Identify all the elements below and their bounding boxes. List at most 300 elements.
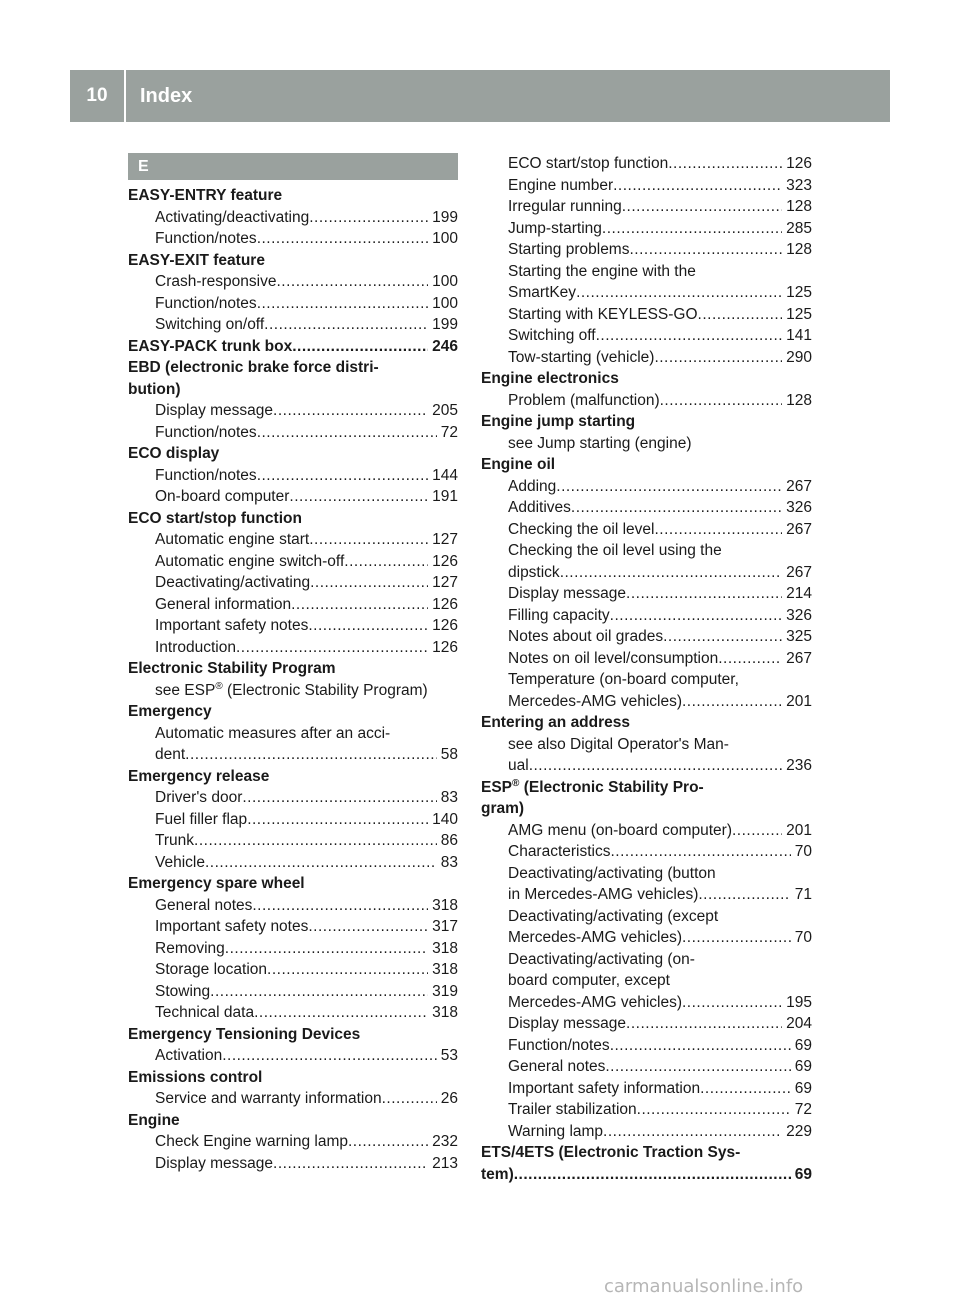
page-reference[interactable]: 144 bbox=[432, 466, 458, 484]
leader-dots bbox=[289, 486, 428, 508]
entry-label: Emergency bbox=[128, 703, 212, 720]
page-reference[interactable]: 236 bbox=[786, 757, 812, 774]
entry-label: Engine electronics bbox=[481, 370, 619, 387]
index-heading bbox=[128, 1067, 458, 1089]
entry-label: AMG menu (on-board computer) bbox=[508, 821, 732, 839]
page-reference[interactable]: 318 bbox=[432, 939, 458, 957]
entry-label: see ESP® (Electronic Stability Program) bbox=[155, 680, 428, 699]
page-reference[interactable]: 127 bbox=[432, 574, 458, 591]
entry-label: Notes about oil grades bbox=[508, 628, 664, 645]
entry-label: see also Digital Operator's Man- bbox=[508, 735, 729, 753]
leader-dots bbox=[344, 551, 428, 573]
page-reference[interactable]: 86 bbox=[440, 832, 458, 849]
page-reference[interactable]: 141 bbox=[786, 327, 812, 344]
entry-label: Emissions control bbox=[128, 1068, 263, 1086]
index-column-left bbox=[128, 153, 458, 1174]
index-entry bbox=[481, 970, 812, 992]
leader-dots bbox=[382, 1088, 437, 1110]
entry-label: Adding bbox=[508, 477, 557, 495]
index-entry bbox=[481, 261, 812, 283]
leader-dots bbox=[718, 648, 782, 670]
page-reference[interactable]: 318 bbox=[432, 961, 458, 978]
index-heading bbox=[128, 185, 458, 207]
entry-label: General notes bbox=[508, 1058, 606, 1075]
leader-dots bbox=[654, 519, 782, 541]
entry-label: Important safety information bbox=[508, 1079, 701, 1097]
leader-dots bbox=[682, 992, 782, 1014]
entry-label: bution) bbox=[128, 380, 181, 398]
leader-dots bbox=[273, 400, 428, 422]
index-heading bbox=[481, 712, 812, 734]
index-entry bbox=[128, 422, 458, 444]
leader-dots bbox=[247, 809, 428, 831]
page-reference[interactable]: 58 bbox=[440, 746, 458, 763]
entry-label: see Jump starting (engine) bbox=[508, 434, 692, 452]
index-entry bbox=[128, 723, 458, 745]
header-divider bbox=[124, 70, 126, 122]
index-column-right bbox=[481, 153, 812, 1185]
index-entry bbox=[481, 949, 812, 971]
index-heading bbox=[128, 357, 458, 379]
page-reference[interactable]: 83 bbox=[440, 789, 458, 806]
entry-label: Mercedes-AMG vehicles) bbox=[508, 929, 682, 946]
leader-dots bbox=[556, 476, 782, 498]
index-entry bbox=[481, 1035, 812, 1057]
index-entry bbox=[128, 486, 458, 508]
leader-dots bbox=[560, 562, 782, 584]
index-entry bbox=[128, 615, 458, 637]
entry-label: Emergency release bbox=[128, 767, 270, 785]
entry-label: Emergency spare wheel bbox=[128, 875, 305, 892]
leader-dots bbox=[682, 927, 791, 949]
entry-label: Irregular running bbox=[508, 198, 622, 215]
index-heading bbox=[128, 658, 458, 680]
leader-dots bbox=[257, 422, 437, 444]
page-reference[interactable]: 83 bbox=[440, 853, 458, 871]
index-entry bbox=[481, 626, 812, 648]
entry-label: Function/notes bbox=[155, 294, 257, 312]
entry-label: Tow-starting (vehicle) bbox=[508, 348, 655, 366]
entry-label: Display message bbox=[155, 1154, 274, 1172]
page-reference[interactable]: 69 bbox=[794, 1058, 812, 1075]
page-reference[interactable]: 267 bbox=[786, 563, 812, 581]
page-reference[interactable]: 318 bbox=[432, 1004, 458, 1021]
index-heading bbox=[128, 443, 458, 465]
leader-dots bbox=[308, 615, 428, 637]
index-entry bbox=[128, 680, 458, 702]
page-reference[interactable]: 128 bbox=[786, 198, 812, 215]
index-entry bbox=[481, 583, 812, 605]
entry-label: ESP® (Electronic Stability Pro- bbox=[481, 777, 704, 796]
entry-label: Engine jump starting bbox=[481, 413, 636, 430]
index-entry bbox=[128, 787, 458, 809]
leader-dots bbox=[576, 282, 782, 304]
page-reference[interactable]: 126 bbox=[786, 155, 812, 172]
index-entry bbox=[128, 293, 458, 315]
entry-label: Activation bbox=[155, 1047, 223, 1064]
entry-label: Crash-responsive bbox=[155, 273, 277, 290]
entry-label: Deactivating/activating (except bbox=[508, 907, 719, 925]
page-reference[interactable]: 201 bbox=[786, 692, 812, 710]
index-entry bbox=[481, 175, 812, 197]
index-entry bbox=[481, 540, 812, 562]
index-heading bbox=[481, 1164, 812, 1186]
entry-label: Stowing bbox=[155, 982, 211, 1000]
leader-dots bbox=[596, 325, 783, 347]
entry-label: Function/notes bbox=[155, 466, 257, 484]
page-reference[interactable]: 246 bbox=[432, 337, 458, 355]
leader-dots bbox=[309, 207, 428, 229]
leader-dots bbox=[242, 787, 436, 809]
index-entry bbox=[128, 959, 458, 981]
index-heading bbox=[128, 766, 458, 788]
entry-label: Characteristics bbox=[508, 843, 611, 860]
leader-dots bbox=[698, 884, 790, 906]
entry-label: EASY-PACK trunk box bbox=[128, 337, 293, 355]
entry-label: Engine oil bbox=[481, 456, 556, 473]
entry-label: Starting with KEYLESS-GO bbox=[508, 305, 698, 323]
index-entry bbox=[481, 153, 812, 175]
entry-label: Deactivating/activating bbox=[155, 574, 311, 591]
page-reference[interactable]: 127 bbox=[432, 531, 458, 548]
entry-label: Function/notes bbox=[508, 1036, 610, 1054]
index-entry bbox=[128, 938, 458, 960]
index-heading bbox=[128, 379, 458, 401]
index-heading bbox=[128, 336, 458, 358]
page-reference[interactable]: 69 bbox=[794, 1079, 812, 1097]
leader-dots bbox=[514, 1164, 791, 1186]
entry-label: Fuel filler flap bbox=[155, 810, 248, 828]
index-entry bbox=[128, 895, 458, 917]
entry-label: in Mercedes-AMG vehicles) bbox=[508, 886, 699, 903]
leader-dots bbox=[257, 293, 428, 315]
entry-label: Display message bbox=[508, 585, 627, 602]
leader-dots bbox=[310, 572, 428, 594]
index-heading bbox=[481, 454, 812, 476]
entry-label: Mercedes-AMG vehicles) bbox=[508, 692, 682, 710]
page-reference[interactable]: 325 bbox=[786, 628, 812, 645]
index-entry bbox=[481, 1121, 812, 1143]
entry-label: Trailer stabilization bbox=[508, 1101, 637, 1118]
page-reference[interactable]: 125 bbox=[786, 284, 812, 301]
index-entry bbox=[128, 744, 458, 766]
leader-dots bbox=[668, 153, 782, 175]
leader-dots bbox=[308, 916, 428, 938]
page-reference[interactable]: 140 bbox=[432, 810, 458, 828]
entry-label: Trunk bbox=[155, 832, 195, 849]
page-reference[interactable]: 204 bbox=[786, 1015, 812, 1032]
index-entry bbox=[481, 755, 812, 777]
index-entry bbox=[481, 884, 812, 906]
index-entry bbox=[481, 841, 812, 863]
page-reference[interactable]: 317 bbox=[432, 918, 458, 935]
index-entry bbox=[481, 1078, 812, 1100]
page-reference[interactable]: 319 bbox=[432, 982, 458, 1000]
index-entry bbox=[481, 1013, 812, 1035]
index-entry bbox=[128, 830, 458, 852]
entry-label: Warning lamp bbox=[508, 1122, 604, 1140]
page-reference[interactable]: 290 bbox=[786, 348, 812, 366]
page-reference[interactable]: 213 bbox=[432, 1154, 458, 1172]
page-reference[interactable]: 128 bbox=[786, 241, 812, 258]
entry-label: Function/notes bbox=[155, 230, 257, 247]
entry-label: Additives bbox=[508, 499, 571, 516]
leader-dots bbox=[257, 228, 428, 250]
leader-dots bbox=[654, 347, 782, 369]
entry-label: General notes bbox=[155, 896, 253, 914]
page-reference[interactable]: 195 bbox=[786, 993, 812, 1011]
entry-label: Important safety notes bbox=[155, 918, 309, 935]
leader-dots bbox=[629, 239, 782, 261]
entry-label: Activating/deactivating bbox=[155, 208, 310, 226]
index-entry bbox=[481, 669, 812, 691]
index-entry bbox=[128, 1131, 458, 1153]
entry-label: Function/notes bbox=[155, 423, 257, 441]
leader-dots bbox=[273, 1153, 428, 1175]
entry-label: Notes on oil level/consumption bbox=[508, 649, 719, 667]
leader-dots bbox=[602, 218, 782, 240]
page-reference[interactable]: 72 bbox=[440, 423, 458, 441]
index-entry bbox=[481, 433, 812, 455]
index-entry bbox=[128, 1088, 458, 1110]
leader-dots bbox=[613, 175, 782, 197]
page-reference[interactable]: 191 bbox=[432, 488, 458, 505]
entry-label: Starting the engine with the bbox=[508, 262, 696, 280]
entry-label: dipstick bbox=[508, 563, 560, 581]
index-entry bbox=[128, 916, 458, 938]
index-entry bbox=[128, 551, 458, 573]
entry-label: tem) bbox=[481, 1165, 514, 1183]
index-heading bbox=[481, 798, 812, 820]
leader-dots bbox=[194, 830, 437, 852]
index-entry bbox=[128, 228, 458, 250]
entry-label: Emergency Tensioning Devices bbox=[128, 1025, 361, 1043]
page-reference[interactable]: 126 bbox=[432, 595, 458, 613]
index-heading bbox=[128, 873, 458, 895]
page-reference[interactable]: 126 bbox=[432, 552, 458, 570]
index-entry bbox=[128, 271, 458, 293]
entry-label: board computer, except bbox=[508, 972, 670, 989]
index-heading bbox=[481, 368, 812, 390]
entry-label: EBD (electronic brake force distri- bbox=[128, 359, 379, 376]
entry-label: Switching off bbox=[508, 327, 596, 344]
leader-dots bbox=[205, 852, 437, 874]
page-reference[interactable]: 128 bbox=[786, 391, 812, 409]
page-reference[interactable]: 229 bbox=[786, 1122, 812, 1140]
page-reference[interactable]: 100 bbox=[432, 230, 458, 247]
page-reference[interactable]: 267 bbox=[786, 477, 812, 495]
page-reference[interactable]: 70 bbox=[794, 843, 812, 860]
index-heading bbox=[481, 1142, 812, 1164]
page-header bbox=[70, 70, 890, 122]
leader-dots bbox=[264, 314, 428, 336]
entry-label: Filling capacity bbox=[508, 606, 610, 624]
index-entry bbox=[128, 400, 458, 422]
entry-label: General information bbox=[155, 595, 292, 613]
entry-label: ECO display bbox=[128, 445, 220, 462]
index-entry bbox=[128, 1045, 458, 1067]
index-entry bbox=[481, 239, 812, 261]
leader-dots bbox=[698, 304, 783, 326]
index-entry bbox=[481, 605, 812, 627]
leader-dots bbox=[611, 841, 791, 863]
index-heading bbox=[128, 701, 458, 723]
page-reference[interactable]: 326 bbox=[786, 606, 812, 624]
index-heading bbox=[128, 508, 458, 530]
page-reference[interactable]: 125 bbox=[786, 305, 812, 323]
index-entry bbox=[481, 390, 812, 412]
leader-dots bbox=[626, 1013, 782, 1035]
leader-dots bbox=[605, 1056, 790, 1078]
entry-label: Automatic measures after an acci- bbox=[155, 724, 391, 742]
entry-label: EASY-EXIT feature bbox=[128, 251, 265, 269]
entry-label: Problem (malfunction) bbox=[508, 391, 660, 409]
entry-label: Automatic engine switch-off bbox=[155, 552, 345, 570]
page-reference[interactable]: 205 bbox=[432, 402, 458, 419]
entry-label: Driver's door bbox=[155, 789, 243, 806]
page-reference[interactable]: 126 bbox=[432, 617, 458, 634]
index-entry bbox=[481, 691, 812, 713]
index-entry bbox=[481, 1099, 812, 1121]
leader-dots bbox=[222, 1045, 437, 1067]
index-entry bbox=[481, 497, 812, 519]
page-reference[interactable]: 126 bbox=[432, 638, 458, 656]
page-reference[interactable]: 53 bbox=[440, 1047, 458, 1064]
page-reference[interactable]: 69 bbox=[794, 1165, 812, 1183]
page-reference[interactable]: 199 bbox=[432, 208, 458, 226]
page-reference[interactable]: 201 bbox=[786, 821, 812, 839]
entry-label: ETS/4ETS (Electronic Traction Sys- bbox=[481, 1144, 741, 1161]
index-entry bbox=[481, 196, 812, 218]
leader-dots bbox=[700, 1078, 791, 1100]
index-entry bbox=[128, 207, 458, 229]
entry-label: ECO start/stop function bbox=[128, 509, 302, 527]
index-entry bbox=[481, 820, 812, 842]
entry-label: Automatic engine start bbox=[155, 531, 310, 548]
page-reference[interactable]: 26 bbox=[440, 1090, 458, 1107]
page-reference[interactable]: 318 bbox=[432, 896, 458, 914]
index-entry bbox=[481, 734, 812, 756]
leader-dots bbox=[622, 196, 782, 218]
entry-label: Vehicle bbox=[155, 853, 205, 871]
entry-label: Technical data bbox=[155, 1004, 255, 1021]
leader-dots bbox=[682, 691, 782, 713]
page-reference[interactable]: 100 bbox=[432, 273, 458, 290]
entry-label: gram) bbox=[481, 800, 525, 817]
leader-dots bbox=[309, 529, 428, 551]
page-reference[interactable]: 323 bbox=[786, 176, 812, 194]
index-entry bbox=[128, 637, 458, 659]
entry-label: Electronic Stability Program bbox=[128, 660, 336, 677]
index-entry bbox=[128, 465, 458, 487]
watermark: carmanualsonline.info bbox=[604, 1276, 804, 1297]
index-entry bbox=[128, 1002, 458, 1024]
leader-dots bbox=[292, 336, 428, 358]
index-entry bbox=[128, 981, 458, 1003]
page-reference[interactable]: 326 bbox=[786, 499, 812, 516]
page-number: 10 bbox=[86, 85, 108, 106]
index-entry bbox=[481, 304, 812, 326]
entry-label: Jump-starting bbox=[508, 219, 602, 237]
index-entry bbox=[128, 809, 458, 831]
page-reference[interactable]: 267 bbox=[786, 520, 812, 538]
leader-dots bbox=[529, 755, 782, 777]
entry-label: Deactivating/activating (button bbox=[508, 864, 716, 882]
index-heading bbox=[481, 777, 812, 799]
index-entry bbox=[128, 529, 458, 551]
section-title: Index bbox=[140, 84, 193, 107]
entry-label: Entering an address bbox=[481, 714, 631, 731]
leader-dots bbox=[637, 1099, 791, 1121]
leader-dots bbox=[732, 820, 782, 842]
leader-dots bbox=[276, 271, 428, 293]
registered-mark: ® bbox=[215, 680, 223, 692]
letter-heading: E bbox=[128, 153, 458, 180]
entry-label: Display message bbox=[155, 402, 274, 419]
leader-dots bbox=[252, 895, 428, 917]
leader-dots bbox=[626, 583, 782, 605]
leader-dots bbox=[236, 637, 428, 659]
entry-label: Check Engine warning lamp bbox=[155, 1133, 348, 1150]
page-reference[interactable]: 214 bbox=[786, 585, 812, 602]
page-reference[interactable]: 69 bbox=[794, 1036, 812, 1054]
index-entry bbox=[481, 282, 812, 304]
leader-dots bbox=[267, 959, 428, 981]
leader-dots bbox=[571, 497, 782, 519]
leader-dots bbox=[663, 626, 782, 648]
entry-label: Starting problems bbox=[508, 241, 630, 258]
index-entry bbox=[128, 594, 458, 616]
entry-label: Engine number bbox=[508, 176, 614, 194]
index-entry bbox=[481, 927, 812, 949]
entry-label: Introduction bbox=[155, 638, 236, 656]
entry-label: Service and warranty information bbox=[155, 1090, 382, 1107]
index-heading bbox=[128, 1110, 458, 1132]
page-reference[interactable]: 71 bbox=[794, 886, 812, 903]
index-entry bbox=[128, 572, 458, 594]
entry-label: Removing bbox=[155, 939, 225, 957]
leader-dots bbox=[660, 390, 783, 412]
registered-mark: ® bbox=[512, 777, 520, 789]
index-entry bbox=[481, 863, 812, 885]
page-reference[interactable]: 70 bbox=[794, 929, 812, 946]
page-reference[interactable]: 232 bbox=[432, 1133, 458, 1150]
page-reference[interactable]: 100 bbox=[432, 294, 458, 312]
index-entry bbox=[481, 992, 812, 1014]
leader-dots bbox=[210, 981, 428, 1003]
index-heading bbox=[128, 1024, 458, 1046]
entry-label: Checking the oil level bbox=[508, 520, 655, 538]
leader-dots bbox=[185, 744, 437, 766]
leader-dots bbox=[603, 1121, 782, 1143]
index-entry bbox=[128, 314, 458, 336]
index-entry bbox=[481, 218, 812, 240]
page-reference[interactable]: 267 bbox=[786, 649, 812, 667]
index-heading bbox=[128, 250, 458, 272]
entry-label: EASY-ENTRY feature bbox=[128, 187, 283, 204]
index-entry bbox=[128, 852, 458, 874]
entry-label: dent bbox=[155, 746, 186, 763]
index-heading bbox=[481, 411, 812, 433]
page-reference[interactable]: 285 bbox=[786, 219, 812, 237]
entry-label: Engine bbox=[128, 1111, 180, 1129]
entry-label: SmartKey bbox=[508, 284, 577, 301]
leader-dots bbox=[257, 465, 428, 487]
page-reference[interactable]: 72 bbox=[794, 1101, 812, 1118]
page-reference[interactable]: 199 bbox=[432, 316, 458, 333]
leader-dots bbox=[225, 938, 428, 960]
entry-label: ual bbox=[508, 757, 529, 774]
